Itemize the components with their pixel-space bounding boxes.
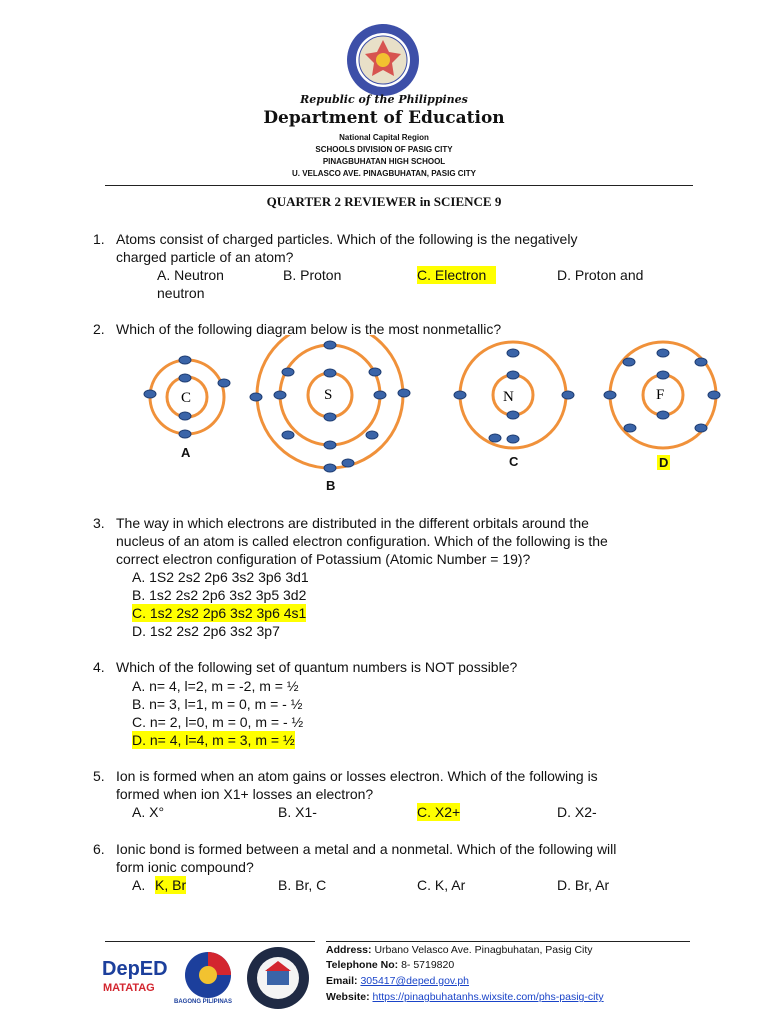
q1-option-c-answer: C. Electron <box>417 266 496 284</box>
diagram-label-a: A <box>181 445 191 460</box>
q6-option-b: B. Br, C <box>278 877 327 893</box>
q5-option-a: A. X° <box>132 804 165 820</box>
q5-option-d: D. X2- <box>557 804 597 820</box>
q6-text-line1: Ionic bond is formed between a metal and a nonmetal. Which of the following will <box>116 841 617 857</box>
school-line: PINAGBUHATAN HIGH SCHOOL <box>322 157 446 166</box>
q1-option-b: B. Proton <box>283 267 342 283</box>
website-link[interactable]: https://pinagbuhatanhs.wixsite.com/phs-pasig-city <box>372 991 604 1003</box>
email-link[interactable]: 305417@deped.gov.ph <box>360 975 469 987</box>
address-label: Address: <box>326 944 372 956</box>
q1-option-d: D. Proton and <box>557 267 644 283</box>
telephone-label: Telephone No: <box>326 959 399 971</box>
deped-seal-logo <box>345 22 421 98</box>
q5-number: 5. <box>93 768 105 784</box>
q2-text: Which of the following diagram below is the most nonmetallic? <box>116 321 502 337</box>
q5-option-b: B. X1- <box>278 804 317 820</box>
q4-option-c: C. n= 2, l=0, m = 0, m = - ½ <box>132 714 304 730</box>
q3-option-b: B. 1s2 2s2 2p6 3s2 3p5 3d2 <box>132 587 307 603</box>
q6-number: 6. <box>93 841 105 857</box>
diagram-label-d-answer: D <box>659 455 669 470</box>
q3-text-line3: correct electron configuration of Potassium (Atomic Number = 19)? <box>116 551 531 567</box>
q4-number: 4. <box>93 659 105 675</box>
email-label: Email: <box>326 975 358 987</box>
q3-text-line1: The way in which electrons are distributed in the different orbitals around the <box>116 515 589 531</box>
q2-number: 2. <box>93 321 105 337</box>
republic-line: Republic of the Philippines <box>300 93 468 106</box>
diagram-label-b: B <box>326 478 336 493</box>
q1-option-a: A. Neutron <box>157 267 224 283</box>
q4-option-a: A. n= 4, l=2, m = -2, m = ½ <box>132 678 299 694</box>
footer-divider-right <box>326 941 690 942</box>
q1-option-d-cont: neutron <box>157 285 205 301</box>
q1-text-line1: Atoms consist of charged particles. Which of the following is the negatively <box>116 231 578 247</box>
q6-option-a-answer: K, Br <box>155 877 187 893</box>
school-seal-logo <box>245 945 311 1011</box>
q3-option-c-answer: C. 1s2 2s2 2p6 3s2 3p6 4s1 <box>132 605 307 621</box>
q4-text: Which of the following set of quantum numbers is NOT possible? <box>116 659 518 675</box>
document-title: QUARTER 2 REVIEWER in SCIENCE 9 <box>266 194 502 209</box>
q6-option-d: D. Br, Ar <box>557 877 610 893</box>
department-name: Department of Education <box>263 108 505 128</box>
matatag-logo: MATATAG <box>103 982 155 994</box>
q5-text-line1: Ion is formed when an atom gains or losses electron. Which of the following is <box>116 768 598 784</box>
q3-option-d: D. 1s2 2s2 2p6 3s2 3p7 <box>132 623 280 639</box>
header-divider <box>105 185 693 186</box>
atom-d-symbol: F <box>656 387 665 403</box>
bagong-pilipinas-logo <box>183 950 233 1000</box>
address-line: U. VELASCO AVE. PINAGBUHATAN, PASIG CITY <box>291 169 476 178</box>
division-line: SCHOOLS DIVISION OF PASIG CITY <box>315 145 453 154</box>
atom-a-symbol: C <box>181 390 192 406</box>
q4-option-b: B. n= 3, l=1, m = 0, m = - ½ <box>132 696 303 712</box>
q5-text-line2: formed when ion X1+ losses an electron? <box>116 786 374 802</box>
diagram-label-c: C <box>509 454 519 469</box>
footer-divider-left <box>105 941 315 942</box>
q3-text-line2: nucleus of an atom is called electron configuration. Which of the following is the <box>116 533 608 549</box>
q6-text-line2: form ionic compound? <box>116 859 254 875</box>
q6-option-a-prefix: A. <box>132 877 146 893</box>
q1-number: 1. <box>93 231 105 247</box>
q3-option-a: A. 1S2 2s2 2p6 3s2 3p6 3d1 <box>132 569 309 585</box>
q4-option-d-answer: D. n= 4, l=4, m = 3, m = ½ <box>132 732 295 748</box>
atom-b-symbol: S <box>324 387 333 403</box>
q5-option-c-answer: C. X2+ <box>417 804 461 820</box>
website-label: Website: <box>326 991 370 1003</box>
atom-c-symbol: N <box>503 389 514 405</box>
footer-telephone: 8- 5719820 <box>401 959 455 971</box>
q6-option-c: C. K, Ar <box>417 877 466 893</box>
bagong-pilipinas-text: BAGONG PILIPINAS <box>174 999 233 1005</box>
q3-number: 3. <box>93 515 105 531</box>
region-line: National Capital Region <box>339 133 429 142</box>
q1-text-line2: charged particle of an atom? <box>116 249 294 265</box>
bohr-diagrams <box>130 335 750 500</box>
deped-logo: DepED <box>102 958 168 980</box>
footer-address: Urbano Velasco Ave. Pinagbuhatan, Pasig City <box>374 944 593 956</box>
